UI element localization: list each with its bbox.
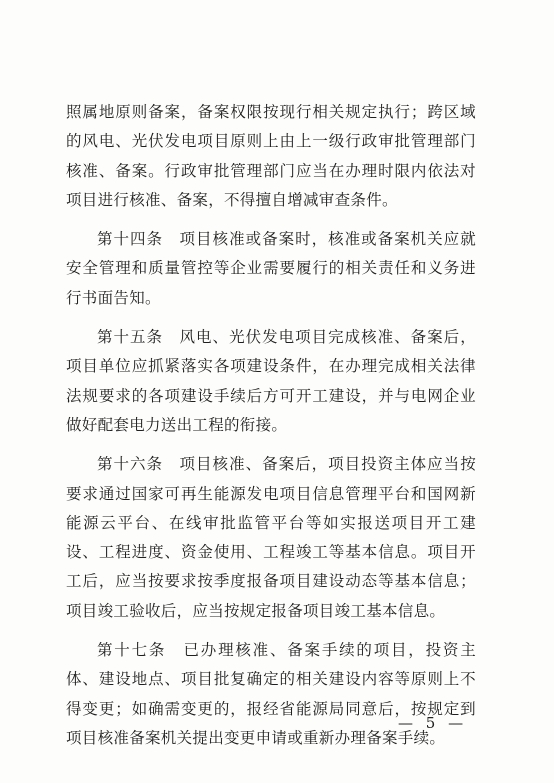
paragraph-continuation: 照属地原则备案，备案权限按现行相关规定执行；跨区域的风电、光伏发电项目原则上由上一级行政审批管理部门核准、备案。行政审批管理部门应当在办理时限内依法对项目进行核准、备案，不得擅自增减审查条件。 bbox=[66, 103, 476, 209]
paragraph-article-17: 第十七条 已办理核准、备案手续的项目，投资主体、建设地点、项目批复确定的相关建设内容等原则上不得变更；如确需变更的，报经省能源局同意后，按规定到项目核准备案机关提出变更申请或重新办理备案手续。 bbox=[66, 641, 476, 747]
page-number: — 5 — bbox=[398, 714, 468, 732]
document-body bbox=[66, 98, 476, 763]
paragraph-article-15: 第十五条 风电、光伏发电项目完成核准、备案后，项目单位应抓紧落实各项建设条件，在办理完成相关法律法规要求的各项建设手续后方可开工建设，并与电网企业做好配套电力送出工程的衔接。 bbox=[66, 328, 476, 434]
paragraph-article-16: 第十六条 项目核准、备案后，项目投资主体应当按要求通过国家可再生能源发电项目信息管理平台和国网新能源云平台、在线审批监管平台等如实报送项目开工建设、工程进度、资金使用、工程竣工等基本信息。项目开工后，应当按要求按季度报备项目建设动态等基本信息；项目竣工验收后，应当按规定报备项目竣工基本信息。 bbox=[66, 455, 476, 620]
paragraph-article-14: 第十四条 项目核准或备案时，核准或备案机关应就安全管理和质量管控等企业需要履行的相关责任和义务进行书面告知。 bbox=[66, 230, 476, 307]
